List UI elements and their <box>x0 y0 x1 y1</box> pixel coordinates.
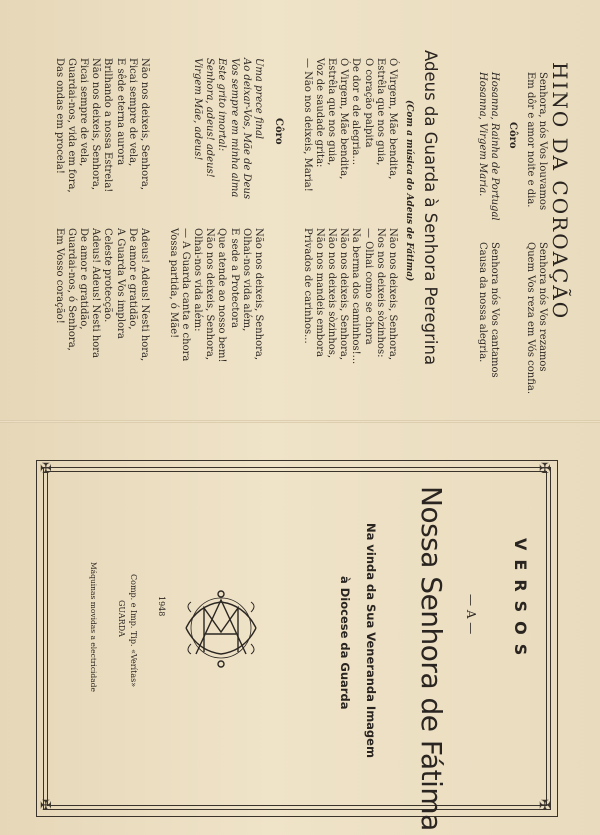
text-line: A Guarda Vos implora <box>114 228 126 339</box>
text-line: Vossa partida, ó Mãe! <box>167 228 179 339</box>
corner-ornament: ✠ <box>40 798 52 814</box>
adeus-coro-col2 <box>166 228 264 362</box>
text-line: Não nos mandeis embora <box>313 228 325 357</box>
text-line: Não nos deixeis, Senhora, <box>139 58 150 191</box>
corner-ornament: ✠ <box>539 461 551 477</box>
monogram-emblem <box>176 582 266 674</box>
text-line: Voz de saudade grita: <box>313 58 325 168</box>
text-line: Não nos deixeis, Senhora, <box>387 228 398 361</box>
text-line: Que atende ao nosso bem! <box>216 228 228 363</box>
cover-machines-note: Máquinas movidas a electricidade <box>89 562 98 692</box>
cover-frame <box>36 460 558 817</box>
text-line: E sede a Protectora <box>228 228 240 329</box>
hino-right-stanza <box>524 242 548 394</box>
cover-main-title: Nossa Senhora de Fátima <box>415 486 448 831</box>
text-line: Ó Virgem, Mãe bendita, <box>387 58 398 180</box>
text-line: Este grito imortal: <box>216 58 228 152</box>
text-line: Não nos deixeis, Senhora, <box>204 228 216 361</box>
adeus-col2 <box>300 228 398 364</box>
text-line: Senhora, adeus! adeus! <box>204 58 216 178</box>
text-line: Guardai-nos, vida em fora, <box>65 58 77 193</box>
hino-left-stanza <box>524 72 548 210</box>
text-line: Na berma dos caminhos!... <box>350 228 362 365</box>
text-line: De amor e gratidão, <box>77 228 89 330</box>
cover-city: GUARDA <box>117 600 126 637</box>
page-fold <box>0 420 600 423</box>
adeus-col3 <box>52 58 150 193</box>
cover-line2: à Diocese da Guarda <box>338 576 352 710</box>
adeus-coro-col1 <box>191 58 264 199</box>
text-line: E sêde eterna aurora <box>114 58 126 166</box>
text-line: Senhora nós Vos rezamos <box>537 242 548 372</box>
text-line: De dor e de alegria... <box>350 58 362 166</box>
text-line: Ao deixar-Vos, Mãe de Deus <box>240 58 252 200</box>
text-line: Não nos deixeis, Senhora, <box>338 228 350 361</box>
adeus-coro-label: Côro <box>273 118 284 145</box>
text-line: Causa da nossa alegria. <box>476 242 488 363</box>
text-line: — Olhai como se chora <box>362 228 374 345</box>
text-line: Ó Virgem, Mãe bendita, <box>338 58 350 180</box>
text-line: Uma prece final <box>253 58 264 140</box>
text-line: Celeste protecção. <box>102 228 114 323</box>
cover-versos: VERSOS <box>511 538 530 665</box>
text-line: De amor e gratidão, <box>126 228 138 330</box>
cover-printer: Comp. e Imp. Tip. «Verítas» <box>129 574 138 688</box>
text-line: — A Guarda canta e chora <box>179 228 191 362</box>
text-line: Não nos deixeis, Senhora, <box>253 228 264 361</box>
text-line: Adeus! Adeus! Nesti hora, <box>139 228 150 362</box>
text-line: Olhai-nos vida além, <box>240 228 252 332</box>
text-line: Não nos deixeis, Senhora, <box>90 58 102 191</box>
adeus-col1 <box>300 58 398 192</box>
text-line: Senhora nós Vos cantamos <box>489 242 500 378</box>
text-line: Ficai sempre de vela, <box>126 58 138 167</box>
adeus-title: Adeus da Guarda à Senhora Peregrina <box>421 50 440 366</box>
text-line: Brilhando a nossa Estrela! <box>102 58 114 193</box>
text-line: Em dôr e amor noite e dia. <box>524 72 536 208</box>
text-line: Privados de carinhos... <box>301 228 313 344</box>
hino-title: HINO DA COROAÇÃO <box>548 62 572 321</box>
text-line: — Não nos deixeis, Maria! <box>301 58 313 192</box>
adeus-col4 <box>52 228 150 361</box>
cover-line1: Na vinda da Sua Veneranda Imagem <box>364 523 378 758</box>
hino-coro-left <box>476 72 500 221</box>
text-line: Virgem Mãe, adeus! <box>191 58 203 161</box>
text-line: Estrêla que nos guia, <box>374 58 386 166</box>
hino-coro-right <box>476 242 500 378</box>
adeus-subtitle: (Com a música do Adeus de Fátima) <box>404 100 414 282</box>
text-line: Em Vosso coração! <box>53 228 65 324</box>
corner-ornament: ✠ <box>539 798 551 814</box>
text-line: Guardai-nos, ó Senhora, <box>65 228 77 351</box>
text-line: Estrêla que nos guia, <box>325 58 337 166</box>
text-line: Senhora, nós Vos louvamos <box>537 72 548 211</box>
text-line: Adeus! Adeus! Nesti hora <box>90 228 102 359</box>
text-line: Não nos deixeis sòzinhos, <box>325 228 337 359</box>
cover-year: 1948 <box>157 596 166 617</box>
text-line: Ficai sempre de vela, <box>77 58 89 167</box>
text-line: Das ondas em procela! <box>53 58 65 174</box>
text-line: Hosanna, Rainha de Portugal <box>489 72 500 221</box>
cover-dash: — A — <box>464 594 478 635</box>
text-line: Olhai-nos vida além: <box>191 228 203 332</box>
text-line: Vos sempre em minha alma <box>228 58 240 198</box>
text-line: Nos nos deixeis sòzinhos: <box>374 228 386 358</box>
text-line: Hosanna, Virgem Maria. <box>476 72 488 197</box>
corner-ornament: ✠ <box>40 461 52 477</box>
hino-coro-label: Côro <box>507 122 518 149</box>
text-line: Quem Vos reza em Vós confia. <box>524 242 536 395</box>
text-line: O coração palpita <box>362 58 374 148</box>
